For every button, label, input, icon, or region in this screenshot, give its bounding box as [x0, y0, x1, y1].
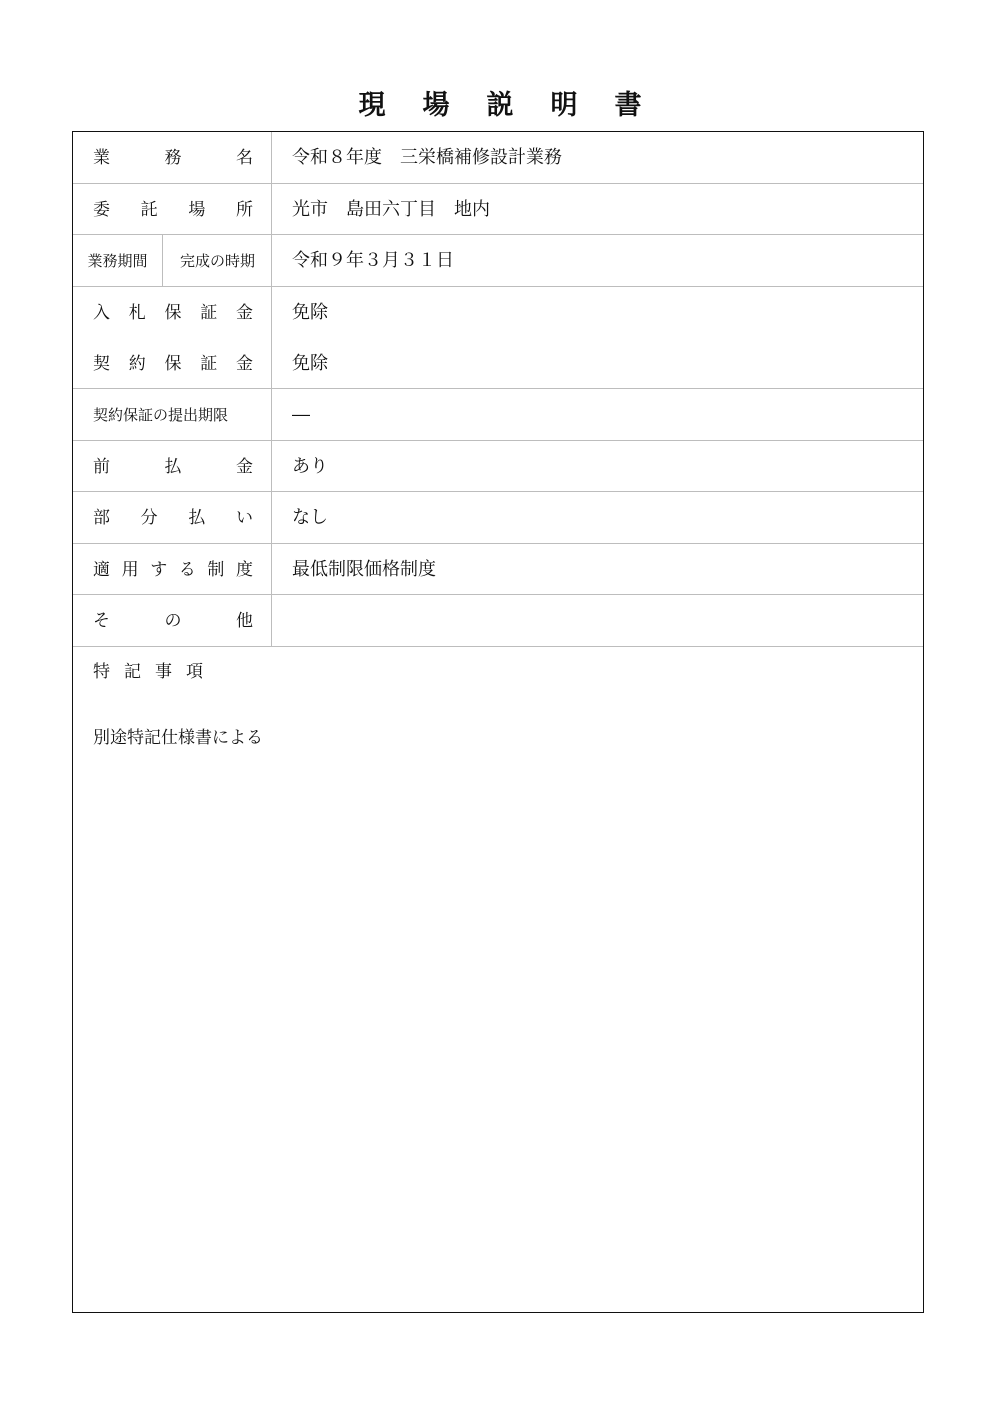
notes-body: 別途特記仕様書による: [93, 728, 263, 748]
business-name-label: 業務名: [93, 148, 253, 168]
row-partial-payment: [73, 492, 923, 544]
guarantee-deadline-value: ―: [292, 404, 310, 425]
completion-label: 完成の時期: [179, 252, 255, 270]
value-cell: [292, 389, 913, 440]
system-label: 適用する制度: [93, 560, 253, 580]
label-cell: [73, 441, 272, 491]
form-table: [72, 131, 924, 1313]
label-cell: [73, 235, 272, 286]
other-label: その他: [93, 611, 253, 631]
bid-guarantee-value: 免除: [292, 302, 328, 323]
guarantee-deadline-label: 契約保証の提出期限: [93, 406, 229, 424]
partial-payment-label: 部分払い: [93, 508, 253, 528]
period-label: 業務期間: [73, 235, 163, 287]
value-cell: [292, 235, 913, 286]
value-cell: [292, 492, 913, 543]
location-value: 光市 島田六丁目 地内: [292, 199, 490, 220]
bid-guarantee-label: 入札保証金: [93, 303, 253, 323]
row-guarantees: [73, 287, 923, 389]
row-system: [73, 544, 923, 595]
value-cell: [292, 132, 913, 183]
value-cell: [292, 595, 913, 646]
advance-payment-label: 前払金: [93, 457, 253, 477]
notes-heading: 特記事項: [93, 662, 203, 682]
row-business-name: [73, 132, 923, 184]
document-title: 現場説明書: [358, 90, 679, 121]
row-location: [73, 184, 923, 235]
system-value: 最低制限価格制度: [292, 559, 436, 580]
value-cell: [292, 184, 913, 234]
label-cell: [73, 544, 272, 594]
row-period: [73, 235, 923, 287]
contract-guarantee-value: 免除: [292, 353, 328, 374]
value-cell: [292, 441, 913, 491]
value-cell: [292, 287, 913, 388]
completion-value: 令和９年３月３１日: [292, 250, 454, 271]
location-label: 委託場所: [93, 200, 253, 220]
label-cell: [73, 184, 272, 234]
advance-payment-value: あり: [292, 456, 328, 477]
label-cell: [73, 132, 272, 183]
other-value: [292, 595, 913, 647]
row-advance-payment: [73, 441, 923, 492]
partial-payment-value: なし: [292, 507, 328, 528]
business-name-value: 令和８年度 三栄橋補修設計業務: [292, 147, 562, 168]
label-cell: [73, 492, 272, 543]
row-guarantee-deadline: [73, 389, 923, 441]
label-cell: [73, 287, 272, 388]
label-cell: [73, 389, 272, 440]
contract-guarantee-label: 契約保証金: [93, 354, 253, 374]
row-other: [73, 595, 923, 647]
label-cell: [73, 595, 272, 646]
value-cell: [292, 544, 913, 594]
